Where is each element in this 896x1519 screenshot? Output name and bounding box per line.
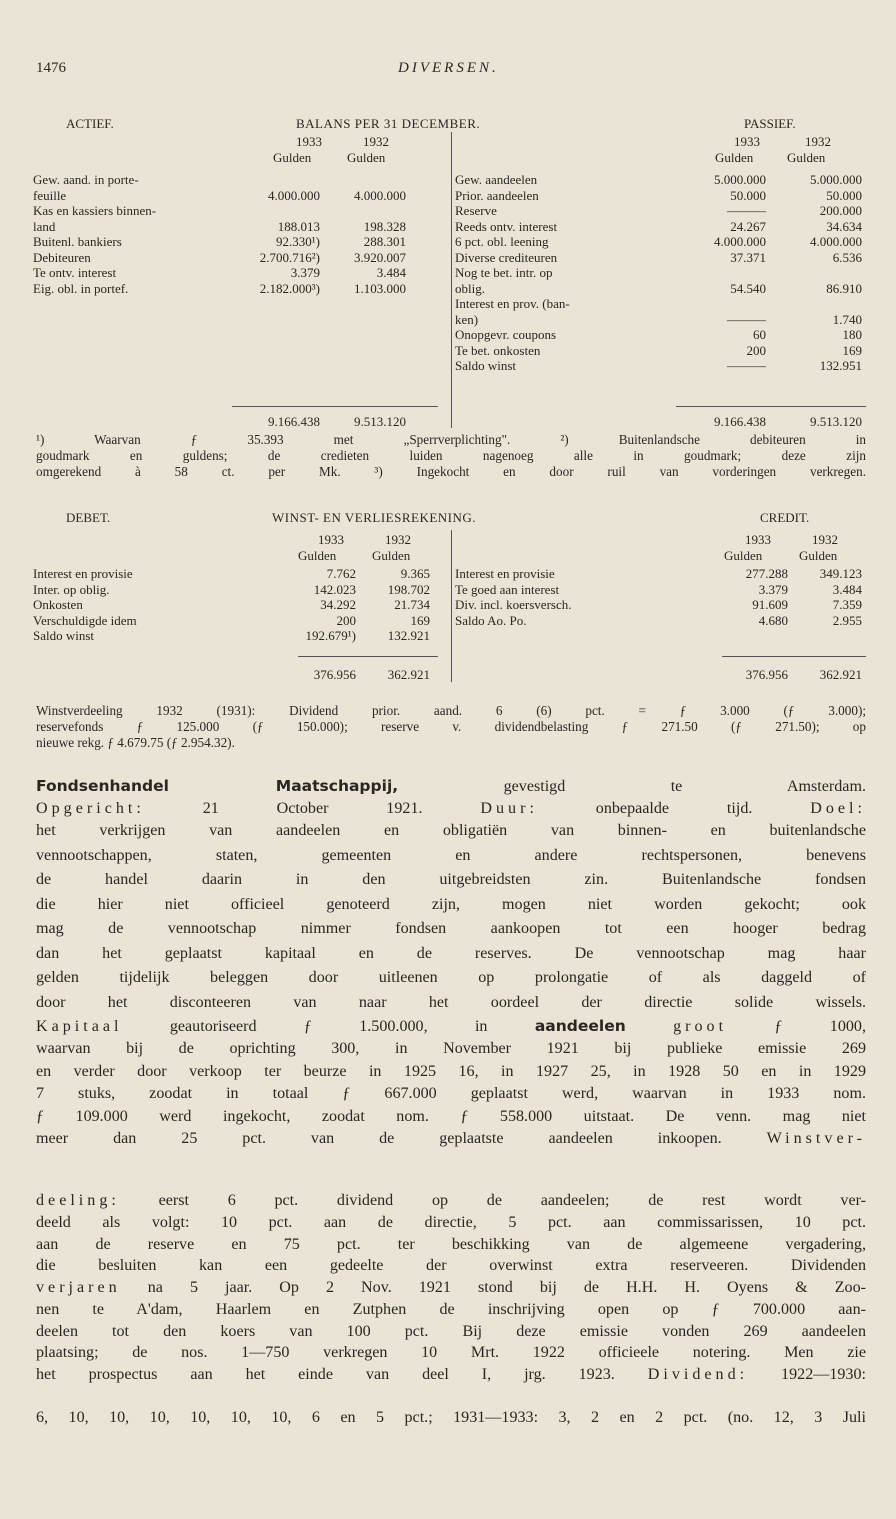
article-line-1	[36, 776, 866, 798]
article-line: gelden tijdelijk beleggen door uitleenen op prolongatie of als daggeld of	[36, 969, 866, 986]
groot-label: groot	[673, 1018, 728, 1035]
balance-center-header: BALANS PER 31 DECEMBER.	[296, 116, 481, 131]
article-line: deeld als volgt: 10 pct. aan de directie, 5 pct. aan commissarissen, 10 pct.	[36, 1214, 866, 1231]
company-seat: gevestigd te Amsterdam.	[503, 778, 866, 795]
balance-year2-right: 1932	[805, 134, 831, 149]
kapitaal-line	[36, 1016, 866, 1038]
debit-value-1932: 9.365	[400, 566, 430, 581]
assets-row-label-cont: feuille	[33, 187, 67, 203]
pl-total-right-2: 362.921	[819, 667, 862, 682]
balance-year2-left: 1932	[363, 134, 389, 149]
doel-label: Doel:	[810, 800, 867, 817]
liabs-value-1933: 50.000	[730, 187, 766, 203]
assets-row-label: Kas en kassiers binnen-	[33, 203, 157, 218]
assets-value-1933: 4.000.000	[268, 187, 320, 203]
last-line: 6, 10, 10, 10, 10, 10, 10, 6 en 5 pct.; 1931—1933: 3, 2 en 2 pct. (no. 12, 3 Juli	[36, 1409, 866, 1426]
assets-value-1933: 2.700.716²)	[259, 249, 320, 265]
debit-value-1932: 21.734	[394, 597, 430, 612]
duur-value: onbepaalde tijd.	[595, 800, 753, 817]
debit-value-1933: 200	[336, 612, 356, 628]
debit-row-label: Saldo winst	[33, 628, 95, 643]
dividend-label: Dividend:	[647, 1366, 749, 1384]
duur-label: Duur:	[480, 800, 538, 817]
verjaren-label: verjaren	[36, 1279, 121, 1296]
liabs-value-1933: ———	[727, 358, 766, 373]
liabs-value-1933: 5.000.000	[714, 172, 766, 187]
footnote-line: omgerekend à 58 ct. per Mk. ³) Ingekocht en door ruil van vorderingen verkregen.	[36, 464, 866, 479]
article-line: plaatsing; de nos. 1—750 verkregen 10 Mrt. 1922 officieele notering. Men zie	[36, 1344, 866, 1362]
balance-total-left-2: 9.513.120	[354, 414, 406, 429]
article-line: de handel daarin in den uitgebreidsten zin. Buitenlandsche fondsen	[36, 871, 866, 888]
opgericht-value: 21 October 1921.	[202, 800, 423, 817]
balance-total-rule-right	[676, 406, 866, 407]
liabs-row-label-cont: ken)	[455, 311, 479, 327]
balance-unit1-left: Gulden	[273, 150, 312, 165]
liabs-value-1933: 54.540	[730, 280, 766, 296]
liabs-value-1933: 60	[753, 327, 766, 342]
credit-value-1933: 4.680	[758, 612, 788, 628]
liabs-row-label: Reeds ontv. interest	[455, 218, 558, 234]
distribution-line: nieuwe rekg. ƒ 4.679.75 (ƒ 2.954.32).	[36, 735, 235, 750]
liabs-row-label: Nog te bet. intr. op	[455, 265, 553, 280]
balance-unit2-right: Gulden	[787, 150, 826, 165]
assets-value-1932: 198.328	[363, 218, 406, 234]
assets-row-label: Te ontv. interest	[33, 265, 117, 280]
balance-year1-right: 1933	[734, 134, 760, 149]
liabs-value-1932: 34.634	[826, 218, 862, 234]
balance-unit1-right: Gulden	[715, 150, 754, 165]
assets-value-1933: 2.182.000³)	[259, 280, 320, 296]
balance-divider	[451, 132, 452, 428]
footnote-line: goudmark en guldens; de credieten luiden nagenoeg alle in goudmark; deze zijn	[36, 448, 866, 463]
liabs-row-label: Prior. aandeelen	[455, 187, 539, 203]
article-line: het verkrijgen van aandeelen en obligatiën van binnen- en buitenlandsche	[36, 822, 866, 839]
assets-value-1932: 3.484	[376, 265, 406, 280]
credit-row-label: Te goed aan interest	[455, 581, 560, 597]
aandeelen-word: aandeelen	[534, 1017, 626, 1035]
assets-value-1932: 288.301	[363, 234, 406, 249]
debit-value-1932: 169	[410, 612, 430, 628]
liabs-row-label: Saldo winst	[455, 358, 517, 373]
article-line	[36, 1364, 866, 1386]
footnote-line: ¹) Waarvan ƒ 35.393 met „Sperrverplichting". ²) Buitenlandsche debiteuren in	[36, 432, 866, 447]
liabs-row-label: 6 pct. obl. leening	[455, 234, 549, 249]
article-line: door het disconteeren van naar het oordeel der directie solide wissels.	[36, 993, 866, 1011]
running-title: DIVERSEN.	[398, 60, 499, 76]
assets-row-label-cont: land	[33, 218, 56, 234]
pl-unit2-right: Gulden	[799, 548, 838, 563]
assets-row-label: Gew. aand. in porte-	[33, 172, 139, 187]
groot-value: ƒ 1000,	[774, 1018, 866, 1035]
pl-total-left-2: 362.921	[387, 667, 430, 682]
liabs-value-1932: 132.951	[819, 358, 862, 373]
liabs-value-1933: ———	[727, 311, 766, 327]
winstverdeeling-line	[36, 1190, 866, 1212]
debit-value-1933: 34.292	[320, 597, 356, 612]
balance-right-header: PASSIEF.	[744, 116, 796, 131]
assets-value-1933: 188.013	[277, 218, 320, 234]
article-line-2	[36, 798, 866, 820]
page-number: 1476	[36, 60, 66, 76]
debit-value-1933: 142.023	[313, 581, 356, 597]
pl-year2-left: 1932	[385, 532, 411, 547]
balance-total-rule-left	[232, 406, 438, 407]
liabs-row-label: Gew. aandeelen	[455, 172, 538, 187]
assets-row-label: Buitenl. bankiers	[33, 234, 122, 249]
assets-value-1933: 3.379	[290, 265, 320, 280]
assets-row-label: Debiteuren	[33, 249, 91, 265]
debit-row-label: Onkosten	[33, 597, 83, 612]
prospectus-text: het prospectus aan het einde van deel I, jrg. 1923.	[36, 1366, 615, 1384]
assets-value-1932: 1.103.000	[354, 280, 406, 296]
article-line: aan de reserve en 75 pct. ter beschikking van de algemeene vergadering,	[36, 1235, 866, 1253]
liabs-value-1932: 180	[842, 327, 862, 342]
pl-year1-right: 1933	[745, 532, 771, 547]
credit-value-1932: 7.359	[832, 597, 862, 612]
liabs-row-label-cont: oblig.	[455, 280, 485, 296]
debit-row-label: Verschuldigde idem	[33, 612, 137, 628]
assets-value-1932: 4.000.000	[354, 187, 406, 203]
credit-value-1933: 277.288	[745, 566, 788, 581]
article-line: deelen tot den koers van 100 pct. Bij deze emissie vonden 269 aandeelen	[36, 1322, 866, 1340]
opgericht-label: Opgericht:	[36, 800, 145, 817]
balance-left-header: ACTIEF.	[66, 116, 114, 131]
pl-total-rule-left	[298, 656, 438, 657]
article-line: nen te A'dam, Haarlem en Zutphen de inschrijving open op ƒ 700.000 aan-	[36, 1301, 866, 1318]
article-line: mag de vennootschap nimmer fondsen aankoopen tot een hooger bedrag	[36, 920, 866, 937]
liabs-value-1932: 1.740	[832, 311, 862, 327]
credit-row-label: Saldo Ao. Po.	[455, 612, 527, 628]
article-line: die hier niet officieel genoteerd zijn, mogen niet worden gekocht; ook	[36, 895, 866, 913]
winstverdeeling-label-1: Winstver-	[766, 1130, 866, 1147]
distribution-line: Winstverdeeling 1932 (1931): Dividend prior. aand. 6 (6) pct. = ƒ 3.000 (ƒ 3.000);	[36, 703, 866, 718]
balance-total-right-1: 9.166.438	[714, 414, 766, 429]
verjaren-text: na 5 jaar. Op 2 Nov. 1921 stond bij de H.H. H. Oyens & Zoo-	[147, 1279, 866, 1296]
liabs-row-label: Interest en prov. (ban-	[455, 296, 570, 311]
credit-value-1932: 349.123	[819, 566, 862, 581]
dividend-years: 1922—1930:	[781, 1366, 866, 1384]
debit-value-1933: 192.679¹)	[305, 628, 356, 643]
liabs-value-1933: 24.267	[730, 218, 766, 234]
winstverdeeling-label-2: deeling:	[36, 1192, 120, 1209]
pl-center-header: WINST- EN VERLIESREKENING.	[272, 510, 477, 525]
kapitaal-label: Kapitaal	[36, 1018, 123, 1035]
debit-value-1932: 198.702	[387, 581, 430, 597]
balance-total-left-1: 9.166.438	[268, 414, 320, 429]
balance-year1-left: 1933	[296, 134, 322, 149]
balance-total-right-2: 9.513.120	[810, 414, 862, 429]
liabs-value-1932: 86.910	[826, 280, 862, 296]
article-line: vennootschappen, staten, gemeenten en andere rechtspersonen, benevens	[36, 846, 866, 864]
balance-unit2-left: Gulden	[347, 150, 386, 165]
company-name: Fondsenhandel Maatschappij,	[36, 777, 399, 795]
debit-value-1932: 132.921	[387, 628, 430, 643]
liabs-row-label: Diverse crediteuren	[455, 249, 558, 265]
distribution-line: reservefonds ƒ 125.000 (ƒ 150.000); reserve v. dividendbelasting ƒ 271.50 (ƒ 271.50); op	[36, 719, 866, 734]
verjaren-line	[36, 1277, 866, 1299]
article-line: dan het geplaatst kapitaal en de reserves. De vennootschap mag haar	[36, 944, 866, 962]
liabs-value-1933: 200	[746, 342, 766, 358]
liabs-value-1932: 200.000	[819, 203, 862, 218]
article-line: waarvan bij de oprichting 300, in November 1921 bij publieke emissie 269	[36, 1040, 866, 1057]
pl-year2-right: 1932	[812, 532, 838, 547]
pl-unit1-left: Gulden	[298, 548, 337, 563]
pl-divider	[451, 530, 452, 682]
liabs-value-1933: 37.371	[730, 249, 766, 265]
credit-row-label: Interest en provisie	[455, 566, 555, 581]
pl-year1-left: 1933	[318, 532, 344, 547]
liabs-value-1932: 169	[842, 342, 862, 358]
article-line: die besluiten kan een gedeelte der overwinst extra reserveeren. Dividenden	[36, 1257, 866, 1275]
assets-value-1932: 3.920.007	[354, 249, 406, 265]
debit-row-label: Interest en provisie	[33, 566, 133, 581]
liabs-value-1933: 4.000.000	[714, 234, 766, 249]
liabs-value-1932: 4.000.000	[810, 234, 862, 249]
winstverdeeling-text: eerst 6 pct. dividend op de aandeelen; de rest wordt ver-	[158, 1192, 866, 1209]
kapitaal-text: geautoriseerd ƒ 1.500.000, in	[169, 1018, 488, 1035]
credit-row-label: Div. incl. koersversch.	[455, 597, 572, 612]
credit-value-1933: 3.379	[758, 581, 788, 597]
liabs-value-1932: 50.000	[826, 187, 862, 203]
debit-value-1933: 7.762	[326, 566, 356, 581]
article-line	[36, 1128, 866, 1150]
pl-left-header: DEBET.	[66, 510, 111, 525]
pl-total-left-1: 376.956	[313, 667, 356, 682]
pl-unit1-right: Gulden	[724, 548, 763, 563]
article-line: 7 stuks, zoodat in totaal ƒ 667.000 geplaatst werd, waarvan in 1933 nom.	[36, 1085, 866, 1102]
liabs-row-label: Te bet. onkosten	[455, 342, 541, 358]
liabs-value-1933: ———	[727, 203, 766, 218]
pl-total-rule-right	[722, 656, 866, 657]
liabs-value-1932: 5.000.000	[810, 172, 862, 187]
article-line: ƒ 109.000 werd ingekocht, zoodat nom. ƒ 558.000 uitstaat. De venn. mag niet	[36, 1107, 866, 1125]
liabs-row-label: Reserve	[455, 203, 497, 218]
credit-value-1932: 3.484	[832, 581, 862, 597]
debit-row-label: Inter. op oblig.	[33, 581, 110, 597]
liabs-value-1932: 6.536	[832, 249, 862, 265]
article-line: en verder door verkoop ter beurze in 1925 16, in 1927 25, in 1928 50 en in 1929	[36, 1062, 866, 1080]
assets-row-label: Eig. obl. in portef.	[33, 280, 129, 296]
kapitaal-last-text: meer dan 25 pct. van de geplaatste aandeelen inkoopen.	[36, 1130, 722, 1147]
credit-value-1932: 2.955	[832, 612, 862, 628]
pl-unit2-left: Gulden	[372, 548, 411, 563]
liabs-row-label: Onopgevr. coupons	[455, 327, 557, 342]
assets-value-1933: 92.330¹)	[276, 234, 320, 249]
credit-value-1933: 91.609	[752, 597, 788, 612]
pl-total-right-1: 376.956	[745, 667, 788, 682]
pl-right-header: CREDIT.	[760, 510, 810, 525]
